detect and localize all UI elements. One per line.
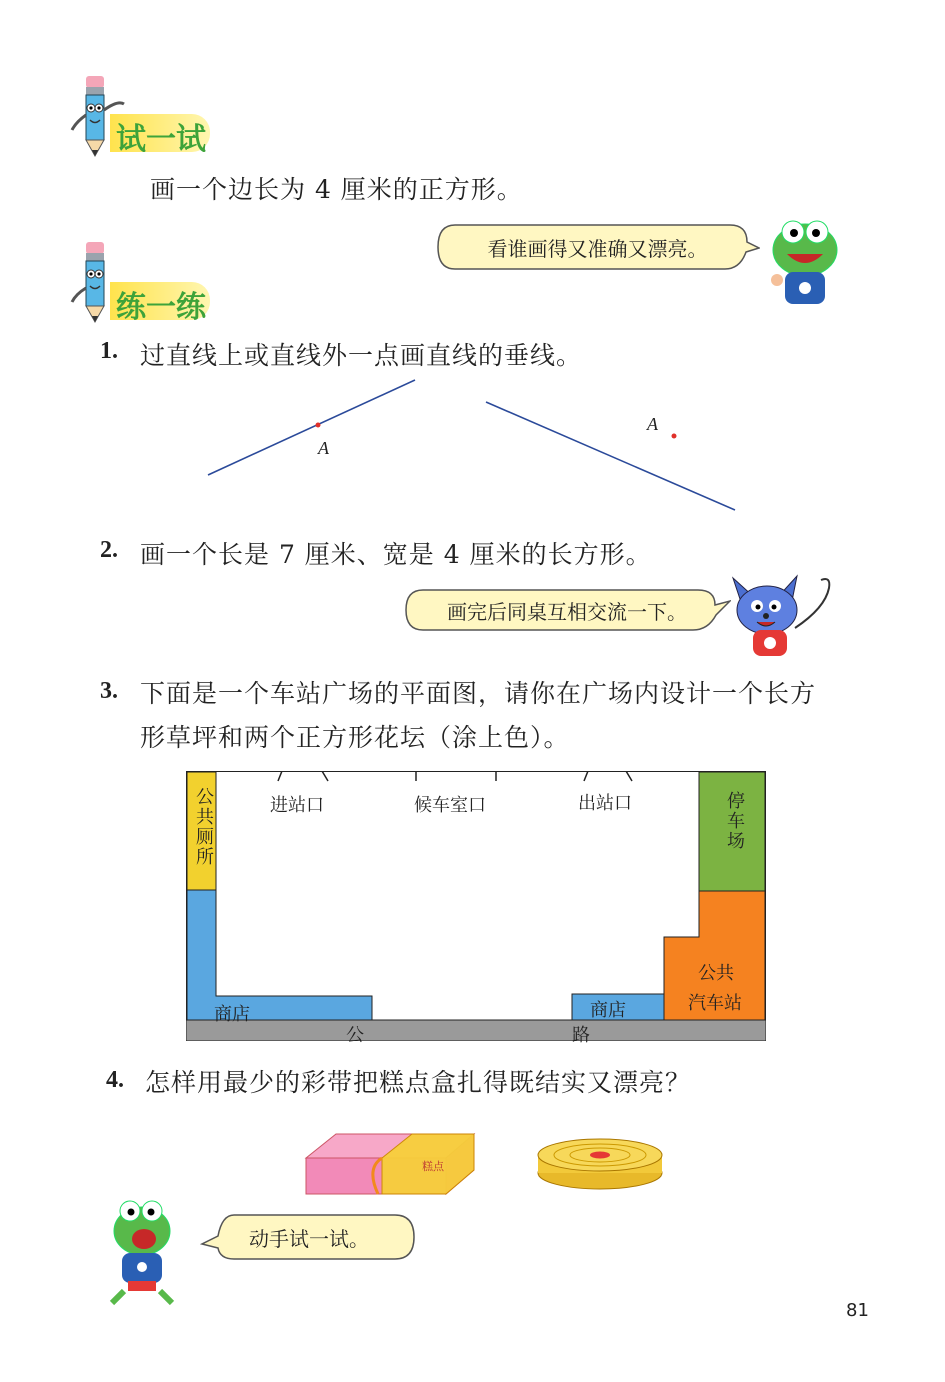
road-label-2: 路 <box>572 1025 590 1046</box>
line-with-outside-point <box>486 402 735 510</box>
round-cake-box-image <box>530 1133 670 1193</box>
plaza-map <box>186 771 766 1046</box>
q3-number: 3. <box>100 678 118 704</box>
q3-text-line2: 形草坪和两个正方形花坛（涂上色）。 <box>140 723 570 752</box>
speech-bubble-mouse <box>403 587 731 633</box>
speech-bubble-frog-2-text: 动手试一试。 <box>249 1226 369 1251</box>
try-instruction: 画一个边长为 4 厘米的正方形。 <box>150 175 523 204</box>
road-label-1: 公 <box>346 1025 364 1046</box>
bus-station-label-2: 汽车站 <box>688 993 742 1014</box>
speech-bubble-frog <box>435 222 760 272</box>
mouse-mascot-icon <box>725 568 845 658</box>
q1-number: 1. <box>100 338 118 364</box>
q4-text: 怎样用最少的彩带把糕点盒扎得既结实又漂亮？ <box>145 1068 692 1097</box>
waiting-room-label: 候车室口 <box>414 795 486 816</box>
frog-mascot-icon <box>765 210 845 310</box>
cake-box-image <box>296 1128 476 1198</box>
shop-right-label: 商店 <box>590 1000 626 1021</box>
entrance-label: 进站口 <box>270 795 324 816</box>
q4-number: 4. <box>106 1067 124 1093</box>
q1-text: 过直线上或直线外一点画直线的垂线。 <box>140 341 583 370</box>
q1-figures <box>0 370 945 520</box>
q1-point-label-a2: A <box>647 414 658 434</box>
exit-label: 出站口 <box>578 793 632 814</box>
point-on-line <box>316 423 321 428</box>
frog-mascot-icon <box>104 1195 184 1307</box>
toilet-label: 公共厕所 <box>193 787 214 867</box>
cake-box-label: 糕点 <box>422 1160 444 1173</box>
shop-left-label: 商店 <box>214 1004 250 1025</box>
point-off-line <box>672 434 677 439</box>
q2-text: 画一个长是 7 厘米、宽是 4 厘米的长方形。 <box>140 540 652 569</box>
q1-point-label-a1: A <box>318 438 329 458</box>
try-section-title: 试一试 <box>116 122 206 157</box>
speech-bubble-frog-text: 看谁画得又准确又漂亮。 <box>487 236 708 261</box>
speech-bubble-frog-2 <box>200 1212 418 1262</box>
q2-number: 2. <box>100 537 118 563</box>
q3-text-line1: 下面是一个车站广场的平面图，请你在广场内设计一个长方 <box>140 679 817 708</box>
speech-bubble-mouse-text: 画完后同桌互相交流一下。 <box>447 599 687 624</box>
practice-section-title: 练一练 <box>116 290 206 325</box>
bus-station-label-1: 公共 <box>698 963 734 984</box>
line-through-point <box>208 380 415 475</box>
road-area <box>186 1020 766 1041</box>
page-number: 81 <box>846 1300 869 1321</box>
parking-label: 停车场 <box>724 791 745 851</box>
